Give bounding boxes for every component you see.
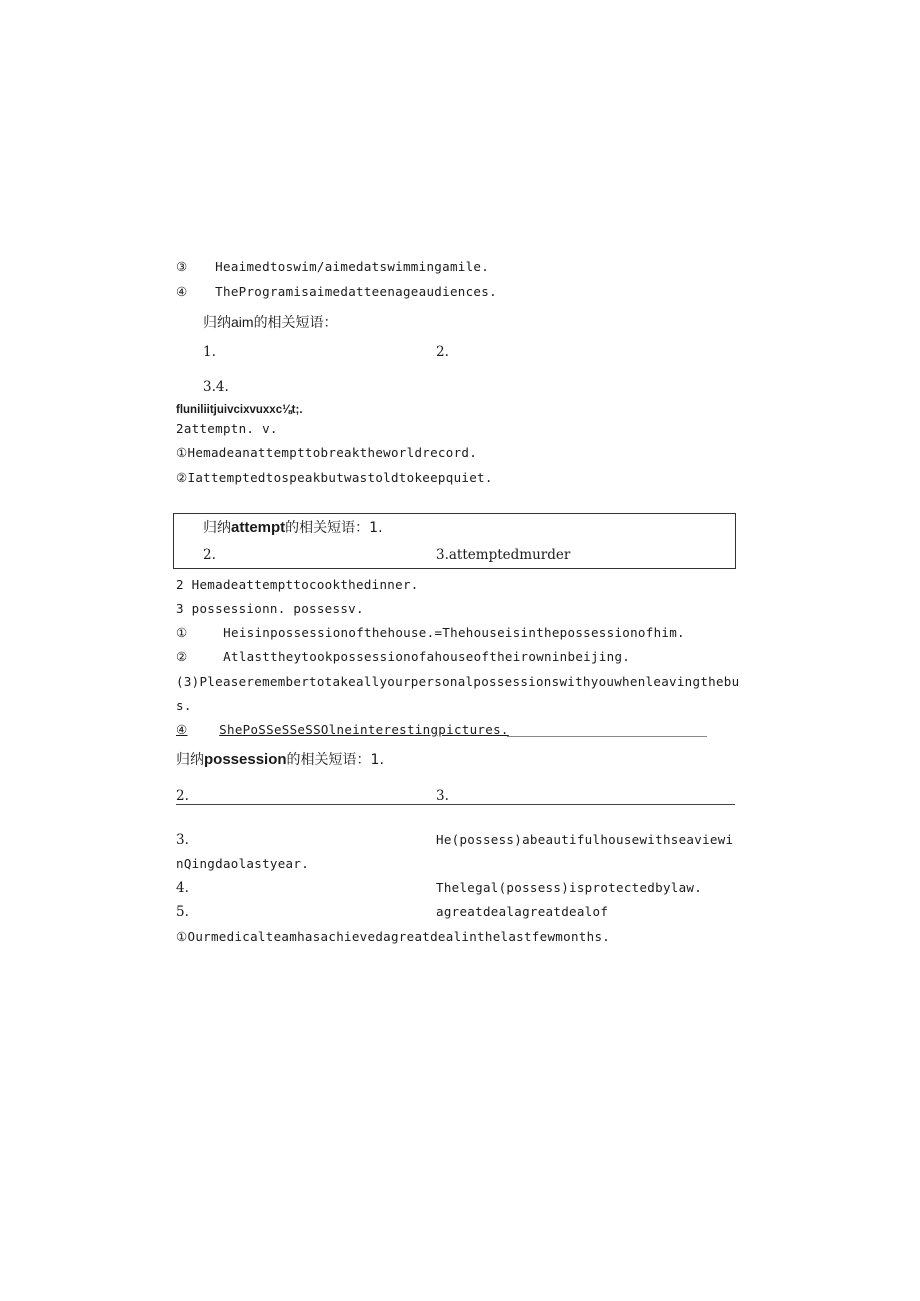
- exercise-5-text: agreatdealagreatdealof: [436, 904, 609, 919]
- possession-example-4: [176, 721, 509, 739]
- possession-blank-3: 3.: [436, 788, 449, 804]
- possession-heading: 3 possessionn. possessv.: [176, 601, 364, 616]
- final-example: ①Ourmedicalteamhasachievedagreatdealinthelastfewmonths.: [176, 929, 611, 944]
- exercise-3-line1: He(possess)abeautifulhousewithseaviewi: [436, 832, 734, 847]
- possession-example-3-line1: (3)Pleaseremembertotakeallyourpersonalpossessionswithyouwhenleavingthebu: [176, 674, 740, 689]
- aim-summary-heading: [203, 313, 338, 332]
- aim-blank-1: 1.: [203, 344, 216, 360]
- attempt-summary-suffix: 的相关短语：1.: [285, 520, 383, 536]
- possession-summary-word: possession: [204, 751, 287, 768]
- aim-example-3-number: ③: [176, 259, 188, 274]
- aim-summary-suffix: 的相关短语：: [253, 315, 338, 331]
- possession-example-4-text: ShePoSSeSSeSSOlneinterestingpictures.: [219, 722, 509, 737]
- aim-summary-prefix: 归纳: [203, 315, 231, 331]
- exercise-4-number: 4.: [176, 880, 189, 896]
- aim-example-4-number: ④: [176, 284, 188, 299]
- section-divider: [176, 804, 735, 805]
- garbled-line: fluniliitjuivcixvuxxc⅛t;.: [176, 404, 303, 416]
- attempt-summary-heading: [203, 519, 383, 537]
- possession-example-4-number: ④: [176, 722, 188, 737]
- attempt-summary-word: attempt: [231, 519, 286, 536]
- exercise-5-number: 5.: [176, 904, 189, 920]
- aim-blank-2: 2.: [436, 344, 449, 360]
- exercise-3-line2: nQingdaolastyear.: [176, 856, 310, 871]
- exercise-4-text: Thelegal(possess)isprotectedbylaw.: [436, 880, 703, 895]
- attempt-practice: 2 Hemadeattempttocookthedinner.: [176, 577, 419, 592]
- possession-example-1-number: ①: [176, 625, 188, 640]
- possession-example-2-text: Atlasttheytookpossessionofahouseoftheirowninbeijing.: [223, 649, 631, 664]
- attempt-example-1: ①Hemadeanattempttobreaktheworldrecord.: [176, 445, 478, 460]
- possession-summary-heading: [176, 751, 384, 769]
- aim-example-3-text: Heaimedtoswim/aimedatswimmingamile.: [215, 259, 490, 274]
- answer-underline: [507, 736, 707, 737]
- possession-example-2-number: ②: [176, 649, 188, 664]
- possession-example-3-line2: s.: [176, 698, 192, 713]
- attempt-box-item-3: 3.attemptedmurder: [436, 547, 571, 563]
- possession-example-1-text: Heisinpossessionofthehouse.=Thehouseisinthepossessionofhim.: [223, 625, 685, 640]
- possession-example-1: [176, 624, 685, 642]
- attempt-example-2: ②Iattemptedtospeakbutwastoldtokeepquiet.: [176, 470, 493, 485]
- possession-blank-2: 2.: [176, 788, 189, 804]
- possession-summary-prefix: 归纳: [176, 752, 204, 768]
- aim-summary-word: aim: [231, 314, 254, 330]
- possession-example-2: [176, 648, 630, 666]
- possession-summary-suffix: 的相关短语：1.: [286, 752, 384, 768]
- aim-example-4-text: TheProgramisaimedatteenageaudiences.: [215, 284, 497, 299]
- aim-blank-3-4: 3.4.: [203, 379, 229, 395]
- attempt-box-blank-2: 2.: [203, 547, 216, 563]
- aim-example-4: [176, 283, 497, 301]
- aim-example-3: [176, 258, 489, 276]
- attempt-summary-prefix: 归纳: [203, 520, 231, 536]
- attempt-heading: 2attemptn. v.: [176, 421, 278, 436]
- exercise-3-number: 3.: [176, 832, 189, 848]
